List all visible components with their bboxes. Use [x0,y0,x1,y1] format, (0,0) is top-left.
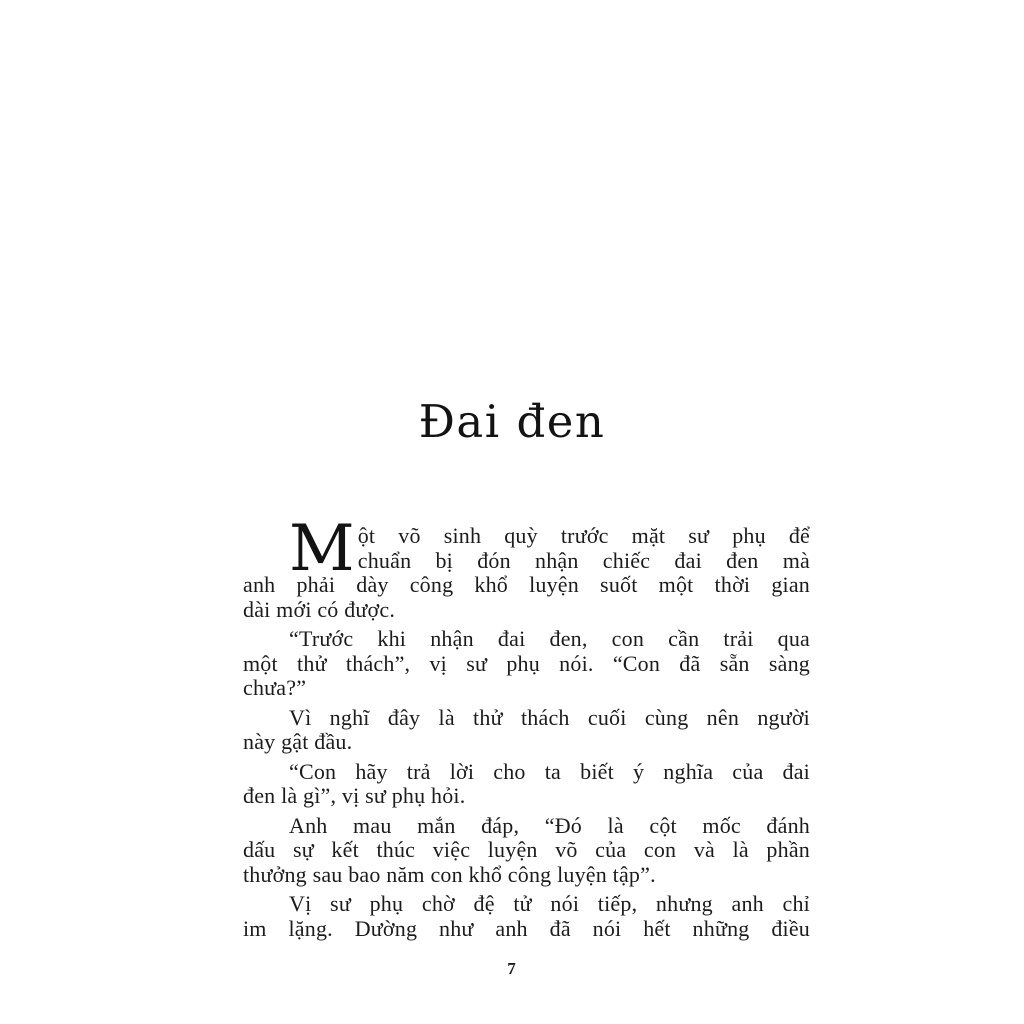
text-line: chuẩn bị đón nhận chiếc đai đen mà [357,547,810,573]
body-text [243,512,810,946]
text-line: dài mới có được. [243,596,396,622]
text-line: một thử thách”, vị sư phụ nói. “Con đã sẵn sàng [243,650,810,676]
text-line: ột võ sinh quỳ trước mặt sư phụ để [357,523,810,548]
text-line: im lặng. Dường như anh đã nói hết những điều [243,915,810,941]
text-line: anh phải dày công khổ luyện suốt một thời gian [243,572,810,597]
text-line: Anh mau mắn đáp, “Đó là cột mốc đánh [289,812,810,838]
paragraph [243,814,810,888]
paragraph [243,627,810,701]
text-line: này gật đầu. [243,729,353,754]
paragraph [243,760,810,809]
paragraph [243,512,810,622]
text-line: chưa?” [243,675,307,700]
page-number: 7 [507,959,517,978]
text-line: “Con hãy trả lời cho ta biết ý nghĩa của đai [289,758,810,784]
chapter-title: Đai đen [418,395,606,448]
text-line: đen là gì”, vị sư phụ hỏi. [243,783,466,808]
text-line: Vì nghĩ đây là thử thách cuối cùng nên người [289,704,810,730]
paragraph [243,706,810,755]
text-line: dấu sự kết thúc việc luyện võ của con và là phần [243,837,810,862]
paragraph [243,892,810,941]
text-line: “Trước khi nhận đai đen, con cần trải qua [289,626,810,651]
text-line: Vị sư phụ chờ đệ tử nói tiếp, nhưng anh chỉ [289,891,810,916]
text-line: thưởng sau bao năm con khổ công luyện tập”. [243,861,656,887]
drop-cap: M [289,512,355,586]
